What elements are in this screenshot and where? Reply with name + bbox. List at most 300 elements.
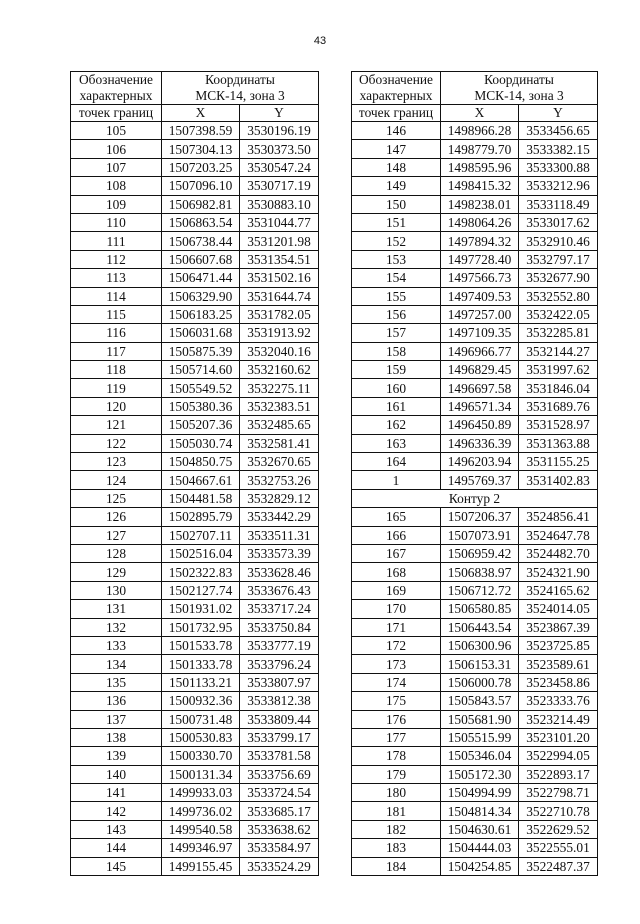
x-coordinate-cell: 1504667.61	[162, 471, 240, 489]
x-coordinate-cell: 1500932.36	[162, 692, 240, 710]
point-number-cell: 156	[352, 305, 441, 323]
x-coordinate-cell: 1505843.57	[441, 692, 519, 710]
x-coordinate-cell: 1507096.10	[162, 177, 240, 195]
x-coordinate-cell: 1496571.34	[441, 397, 519, 415]
y-coordinate-cell: 3523101.20	[519, 728, 598, 746]
y-coordinate-cell: 3522555.01	[519, 839, 598, 857]
table-row	[352, 361, 598, 379]
contour-label: Контур 2	[352, 489, 598, 507]
x-coordinate-cell: 1499736.02	[162, 802, 240, 820]
point-number-cell: 135	[71, 673, 162, 691]
y-coordinate-cell: 3533685.17	[240, 802, 319, 820]
point-number-cell: 116	[71, 324, 162, 342]
table-row	[71, 839, 319, 857]
table-row	[71, 379, 319, 397]
x-coordinate-cell: 1504444.03	[441, 839, 519, 857]
point-number-cell: 142	[71, 802, 162, 820]
point-number-cell: 159	[352, 361, 441, 379]
y-coordinate-cell: 3531997.62	[519, 361, 598, 379]
point-number-cell: 106	[71, 140, 162, 158]
table-row	[71, 324, 319, 342]
table-row	[71, 416, 319, 434]
table-row	[71, 305, 319, 323]
y-coordinate-cell: 3533573.39	[240, 544, 319, 562]
y-coordinate-cell: 3533628.46	[240, 563, 319, 581]
table-row	[352, 655, 598, 673]
point-number-cell: 163	[352, 434, 441, 452]
x-coordinate-cell: 1506329.90	[162, 287, 240, 305]
x-coordinate-cell: 1496203.94	[441, 453, 519, 471]
table-row	[352, 232, 598, 250]
y-coordinate-cell: 3533442.29	[240, 508, 319, 526]
point-number-cell: 122	[71, 434, 162, 452]
table-row	[71, 489, 319, 507]
y-coordinate-cell: 3533638.62	[240, 820, 319, 838]
y-coordinate-cell: 3532797.17	[519, 250, 598, 268]
table-row	[71, 618, 319, 636]
y-coordinate-cell: 3533524.29	[240, 857, 319, 875]
table-row	[352, 600, 598, 618]
x-coordinate-cell: 1502516.04	[162, 544, 240, 562]
y-coordinate-cell: 3532383.51	[240, 397, 319, 415]
y-coordinate-cell: 3532275.11	[240, 379, 319, 397]
header-coordinates: Координаты МСК-14, зона 3	[162, 72, 319, 105]
y-coordinate-cell: 3523867.39	[519, 618, 598, 636]
x-coordinate-cell: 1504481.58	[162, 489, 240, 507]
point-number-cell: 171	[352, 618, 441, 636]
x-coordinate-cell: 1506607.68	[162, 250, 240, 268]
x-coordinate-cell: 1498415.32	[441, 177, 519, 195]
x-coordinate-cell: 1506000.78	[441, 673, 519, 691]
table-row	[352, 544, 598, 562]
point-number-cell: 149	[352, 177, 441, 195]
table-row	[352, 453, 598, 471]
point-number-cell: 114	[71, 287, 162, 305]
table-row	[71, 655, 319, 673]
table-row	[71, 177, 319, 195]
table-row	[71, 544, 319, 562]
point-number-cell: 125	[71, 489, 162, 507]
y-coordinate-cell: 3531644.74	[240, 287, 319, 305]
point-number-cell: 130	[71, 581, 162, 599]
table-body-left	[71, 122, 319, 876]
x-coordinate-cell: 1500330.70	[162, 747, 240, 765]
x-coordinate-cell: 1496697.58	[441, 379, 519, 397]
table-row	[352, 673, 598, 691]
point-number-cell: 165	[352, 508, 441, 526]
x-coordinate-cell: 1506580.85	[441, 600, 519, 618]
point-number-cell: 150	[352, 195, 441, 213]
table-row	[71, 287, 319, 305]
y-coordinate-cell: 3531363.88	[519, 434, 598, 452]
table-row	[352, 692, 598, 710]
x-coordinate-cell: 1502322.83	[162, 563, 240, 581]
y-coordinate-cell: 3533809.44	[240, 710, 319, 728]
table-row	[71, 397, 319, 415]
table-row	[352, 747, 598, 765]
x-coordinate-cell: 1502895.79	[162, 508, 240, 526]
x-coordinate-cell: 1496829.45	[441, 361, 519, 379]
y-coordinate-cell: 3533812.38	[240, 692, 319, 710]
point-number-cell: 167	[352, 544, 441, 562]
point-number-cell: 177	[352, 728, 441, 746]
point-number-cell: 136	[71, 692, 162, 710]
x-coordinate-cell: 1496966.77	[441, 342, 519, 360]
y-coordinate-cell: 3532910.46	[519, 232, 598, 250]
x-coordinate-cell: 1504850.75	[162, 453, 240, 471]
x-coordinate-cell: 1506712.72	[441, 581, 519, 599]
table-row	[352, 122, 598, 140]
x-coordinate-cell: 1505030.74	[162, 434, 240, 452]
y-coordinate-cell: 3531502.16	[240, 269, 319, 287]
table-row	[352, 397, 598, 415]
table-row	[71, 581, 319, 599]
x-coordinate-cell: 1504994.99	[441, 784, 519, 802]
table-row	[352, 471, 598, 489]
y-coordinate-cell: 3531155.25	[519, 453, 598, 471]
x-coordinate-cell: 1506300.96	[441, 636, 519, 654]
y-coordinate-cell: 3532753.26	[240, 471, 319, 489]
point-number-cell: 147	[352, 140, 441, 158]
x-coordinate-cell: 1502707.11	[162, 526, 240, 544]
point-number-cell: 121	[71, 416, 162, 434]
x-coordinate-cell: 1500131.34	[162, 765, 240, 783]
point-number-cell: 132	[71, 618, 162, 636]
point-number-cell: 173	[352, 655, 441, 673]
x-coordinate-cell: 1504254.85	[441, 857, 519, 875]
x-coordinate-cell: 1498966.28	[441, 122, 519, 140]
y-coordinate-cell: 3522994.05	[519, 747, 598, 765]
page-number: 43	[313, 35, 327, 47]
y-coordinate-cell: 3523458.86	[519, 673, 598, 691]
table-row	[352, 158, 598, 176]
x-coordinate-cell: 1506031.68	[162, 324, 240, 342]
point-number-cell: 144	[71, 839, 162, 857]
point-number-cell: 112	[71, 250, 162, 268]
y-coordinate-cell: 3533750.84	[240, 618, 319, 636]
x-coordinate-cell: 1504814.34	[441, 802, 519, 820]
table-row	[71, 158, 319, 176]
y-coordinate-cell: 3524321.90	[519, 563, 598, 581]
y-coordinate-cell: 3533676.43	[240, 581, 319, 599]
x-coordinate-cell: 1507073.91	[441, 526, 519, 544]
point-number-cell: 1	[352, 471, 441, 489]
table-row	[352, 177, 598, 195]
point-number-cell: 119	[71, 379, 162, 397]
header-point-designation: Обозначение характерных	[352, 72, 441, 105]
table-row	[71, 342, 319, 360]
point-number-cell: 183	[352, 839, 441, 857]
x-coordinate-cell: 1497109.35	[441, 324, 519, 342]
table-row	[71, 600, 319, 618]
point-number-cell: 155	[352, 287, 441, 305]
x-coordinate-cell: 1505681.90	[441, 710, 519, 728]
y-coordinate-cell: 3533212.96	[519, 177, 598, 195]
y-coordinate-cell: 3532677.90	[519, 269, 598, 287]
y-coordinate-cell: 3530196.19	[240, 122, 319, 140]
point-number-cell: 128	[71, 544, 162, 562]
point-number-cell: 110	[71, 213, 162, 231]
y-coordinate-cell: 3533756.69	[240, 765, 319, 783]
point-number-cell: 160	[352, 379, 441, 397]
point-number-cell: 170	[352, 600, 441, 618]
table-row	[71, 471, 319, 489]
x-coordinate-cell: 1498779.70	[441, 140, 519, 158]
y-coordinate-cell: 3524856.41	[519, 508, 598, 526]
table-row	[352, 581, 598, 599]
point-number-cell: 178	[352, 747, 441, 765]
x-coordinate-cell: 1497257.00	[441, 305, 519, 323]
point-number-cell: 148	[352, 158, 441, 176]
point-number-cell: 118	[71, 361, 162, 379]
point-number-cell: 129	[71, 563, 162, 581]
table-row	[352, 802, 598, 820]
table-row	[71, 765, 319, 783]
table-row	[352, 839, 598, 857]
y-coordinate-cell: 3533724.54	[240, 784, 319, 802]
y-coordinate-cell: 3524014.05	[519, 600, 598, 618]
table-row	[352, 710, 598, 728]
x-coordinate-cell: 1505875.39	[162, 342, 240, 360]
x-coordinate-cell: 1507203.25	[162, 158, 240, 176]
y-coordinate-cell: 3533799.17	[240, 728, 319, 746]
y-coordinate-cell: 3531782.05	[240, 305, 319, 323]
x-coordinate-cell: 1500530.83	[162, 728, 240, 746]
point-number-cell: 158	[352, 342, 441, 360]
y-coordinate-cell: 3533511.31	[240, 526, 319, 544]
coordinates-table-right	[351, 71, 598, 876]
table-row	[71, 636, 319, 654]
point-number-cell: 182	[352, 820, 441, 838]
table-row	[352, 765, 598, 783]
x-coordinate-cell: 1501732.95	[162, 618, 240, 636]
header-x: X	[441, 105, 519, 122]
table-row	[352, 526, 598, 544]
x-coordinate-cell: 1506982.81	[162, 195, 240, 213]
y-coordinate-cell: 3524647.78	[519, 526, 598, 544]
table-row	[71, 213, 319, 231]
table-row	[71, 692, 319, 710]
point-number-cell: 120	[71, 397, 162, 415]
table-row	[352, 434, 598, 452]
point-number-cell: 140	[71, 765, 162, 783]
x-coordinate-cell: 1505714.60	[162, 361, 240, 379]
y-coordinate-cell: 3531354.51	[240, 250, 319, 268]
point-number-cell: 152	[352, 232, 441, 250]
table-row	[71, 361, 319, 379]
y-coordinate-cell: 3531201.98	[240, 232, 319, 250]
y-coordinate-cell: 3531846.04	[519, 379, 598, 397]
table-row	[71, 434, 319, 452]
table-row	[71, 802, 319, 820]
y-coordinate-cell: 3531044.77	[240, 213, 319, 231]
table-row	[352, 784, 598, 802]
x-coordinate-cell: 1505549.52	[162, 379, 240, 397]
y-coordinate-cell: 3523589.61	[519, 655, 598, 673]
y-coordinate-cell: 3531528.97	[519, 416, 598, 434]
point-number-cell: 133	[71, 636, 162, 654]
point-number-cell: 139	[71, 747, 162, 765]
x-coordinate-cell: 1507398.59	[162, 122, 240, 140]
point-number-cell: 134	[71, 655, 162, 673]
point-number-cell: 154	[352, 269, 441, 287]
y-coordinate-cell: 3531689.76	[519, 397, 598, 415]
table-row	[352, 324, 598, 342]
x-coordinate-cell: 1501333.78	[162, 655, 240, 673]
y-coordinate-cell: 3533300.88	[519, 158, 598, 176]
y-coordinate-cell: 3533717.24	[240, 600, 319, 618]
y-coordinate-cell: 3533807.97	[240, 673, 319, 691]
x-coordinate-cell: 1505380.36	[162, 397, 240, 415]
x-coordinate-cell: 1497728.40	[441, 250, 519, 268]
table-row	[71, 784, 319, 802]
y-coordinate-cell: 3524165.62	[519, 581, 598, 599]
x-coordinate-cell: 1506959.42	[441, 544, 519, 562]
table-row	[71, 269, 319, 287]
x-coordinate-cell: 1496336.39	[441, 434, 519, 452]
point-number-cell: 169	[352, 581, 441, 599]
x-coordinate-cell: 1506443.54	[441, 618, 519, 636]
y-coordinate-cell: 3533777.19	[240, 636, 319, 654]
table-row	[352, 195, 598, 213]
header-y: Y	[240, 105, 319, 122]
x-coordinate-cell: 1499933.03	[162, 784, 240, 802]
y-coordinate-cell: 3523333.76	[519, 692, 598, 710]
y-coordinate-cell: 3533017.62	[519, 213, 598, 231]
table-row	[71, 747, 319, 765]
y-coordinate-cell: 3532581.41	[240, 434, 319, 452]
y-coordinate-cell: 3522893.17	[519, 765, 598, 783]
header-y: Y	[519, 105, 598, 122]
y-coordinate-cell: 3523214.49	[519, 710, 598, 728]
x-coordinate-cell: 1506153.31	[441, 655, 519, 673]
table-row	[71, 563, 319, 581]
y-coordinate-cell: 3532285.81	[519, 324, 598, 342]
header-point-designation: Обозначение характерных	[71, 72, 162, 105]
x-coordinate-cell: 1506471.44	[162, 269, 240, 287]
x-coordinate-cell: 1506183.25	[162, 305, 240, 323]
table-row	[352, 857, 598, 875]
table-row	[71, 526, 319, 544]
table-row	[352, 269, 598, 287]
y-coordinate-cell: 3532160.62	[240, 361, 319, 379]
y-coordinate-cell: 3530547.24	[240, 158, 319, 176]
point-number-cell: 137	[71, 710, 162, 728]
point-number-cell: 151	[352, 213, 441, 231]
point-number-cell: 176	[352, 710, 441, 728]
point-number-cell: 117	[71, 342, 162, 360]
table-row	[352, 379, 598, 397]
y-coordinate-cell: 3532829.12	[240, 489, 319, 507]
header-coordinates: Координаты МСК-14, зона 3	[441, 72, 598, 105]
point-number-cell: 174	[352, 673, 441, 691]
point-number-cell: 162	[352, 416, 441, 434]
x-coordinate-cell: 1501931.02	[162, 600, 240, 618]
point-number-cell: 109	[71, 195, 162, 213]
point-number-cell: 181	[352, 802, 441, 820]
table-row	[352, 287, 598, 305]
y-coordinate-cell: 3532144.27	[519, 342, 598, 360]
y-coordinate-cell: 3533796.24	[240, 655, 319, 673]
y-coordinate-cell: 3531913.92	[240, 324, 319, 342]
y-coordinate-cell: 3530883.10	[240, 195, 319, 213]
table-row	[71, 820, 319, 838]
x-coordinate-cell: 1507304.13	[162, 140, 240, 158]
table-row	[71, 857, 319, 875]
header-x: X	[162, 105, 240, 122]
point-number-cell: 153	[352, 250, 441, 268]
x-coordinate-cell: 1497409.53	[441, 287, 519, 305]
table-row	[352, 140, 598, 158]
point-number-cell: 105	[71, 122, 162, 140]
y-coordinate-cell: 3533781.58	[240, 747, 319, 765]
x-coordinate-cell: 1505346.04	[441, 747, 519, 765]
table-row	[352, 563, 598, 581]
table-row	[71, 122, 319, 140]
table-row	[71, 195, 319, 213]
x-coordinate-cell: 1496450.89	[441, 416, 519, 434]
y-coordinate-cell: 3532040.16	[240, 342, 319, 360]
point-number-cell: 127	[71, 526, 162, 544]
x-coordinate-cell: 1505172.30	[441, 765, 519, 783]
point-number-cell: 146	[352, 122, 441, 140]
table-row	[352, 508, 598, 526]
coordinates-table-left	[70, 71, 319, 876]
x-coordinate-cell: 1505515.99	[441, 728, 519, 746]
table-row	[352, 342, 598, 360]
point-number-cell: 141	[71, 784, 162, 802]
table-row	[352, 416, 598, 434]
y-coordinate-cell: 3532670.65	[240, 453, 319, 471]
point-number-cell: 172	[352, 636, 441, 654]
table-row	[352, 728, 598, 746]
point-number-cell: 126	[71, 508, 162, 526]
point-number-cell: 164	[352, 453, 441, 471]
table-body-right	[352, 122, 598, 876]
table-row	[352, 305, 598, 323]
y-coordinate-cell: 3522798.71	[519, 784, 598, 802]
y-coordinate-cell: 3530717.19	[240, 177, 319, 195]
x-coordinate-cell: 1501533.78	[162, 636, 240, 654]
x-coordinate-cell: 1505207.36	[162, 416, 240, 434]
point-number-cell: 115	[71, 305, 162, 323]
table-row	[71, 250, 319, 268]
point-number-cell: 145	[71, 857, 162, 875]
header-point-designation-cont: точек границ	[352, 105, 441, 122]
header-point-designation-cont: точек границ	[71, 105, 162, 122]
x-coordinate-cell: 1498238.01	[441, 195, 519, 213]
table-row	[71, 710, 319, 728]
x-coordinate-cell: 1504630.61	[441, 820, 519, 838]
x-coordinate-cell: 1499346.97	[162, 839, 240, 857]
x-coordinate-cell: 1502127.74	[162, 581, 240, 599]
y-coordinate-cell: 3532552.80	[519, 287, 598, 305]
point-number-cell: 108	[71, 177, 162, 195]
x-coordinate-cell: 1497894.32	[441, 232, 519, 250]
table-row	[71, 673, 319, 691]
x-coordinate-cell: 1500731.48	[162, 710, 240, 728]
table-row	[71, 232, 319, 250]
point-number-cell: 166	[352, 526, 441, 544]
table-row	[71, 508, 319, 526]
y-coordinate-cell: 3533456.65	[519, 122, 598, 140]
table-row	[352, 636, 598, 654]
table-row	[352, 618, 598, 636]
y-coordinate-cell: 3522710.78	[519, 802, 598, 820]
x-coordinate-cell: 1498595.96	[441, 158, 519, 176]
point-number-cell: 157	[352, 324, 441, 342]
x-coordinate-cell: 1501133.21	[162, 673, 240, 691]
